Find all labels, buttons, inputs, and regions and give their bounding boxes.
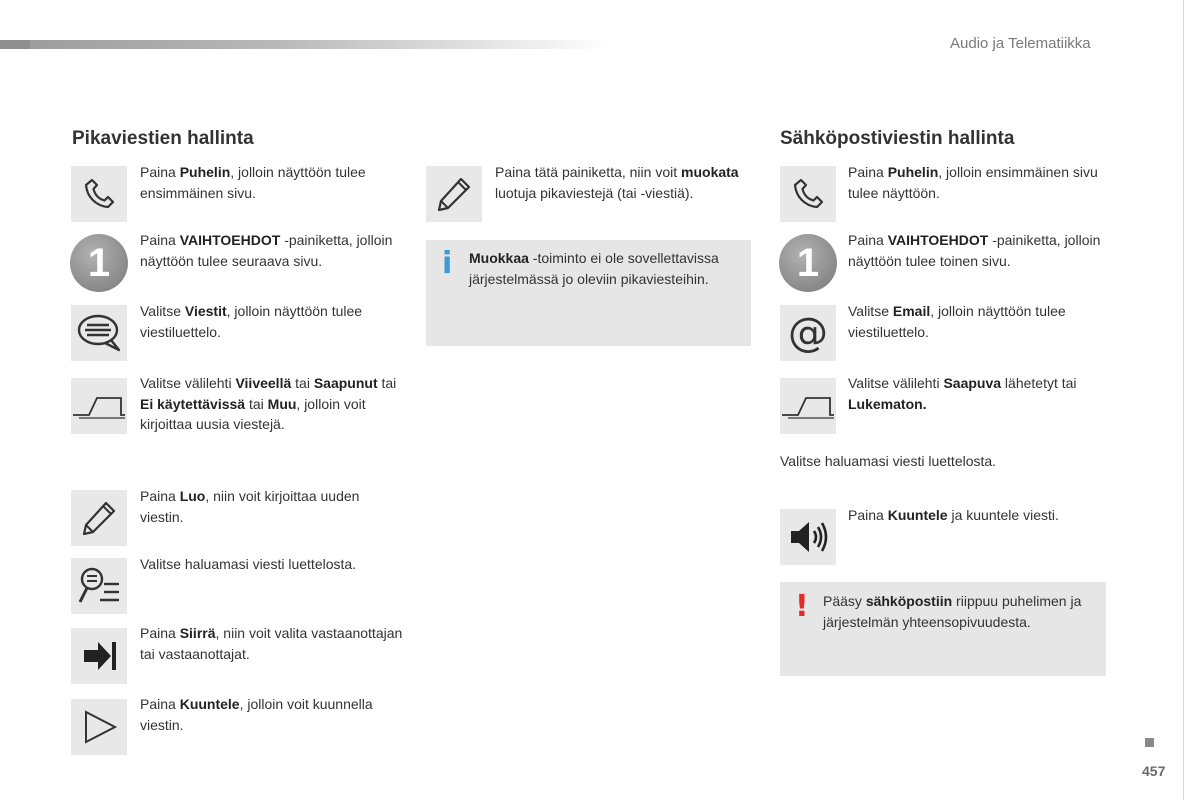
pencil-icon bbox=[426, 166, 482, 222]
messages-icon bbox=[71, 305, 127, 361]
step-text: Valitse Email, jolloin näyttöön tulee viestiluettelo. bbox=[848, 303, 1066, 340]
tab-icon bbox=[780, 378, 836, 434]
svg-text:@: @ bbox=[788, 310, 828, 356]
number-1-badge: 1 bbox=[70, 234, 128, 292]
forward-icon bbox=[71, 628, 127, 684]
phone-icon bbox=[71, 166, 127, 222]
info-icon: i bbox=[442, 246, 453, 281]
step-text: Valitse haluamasi viesti luettelosta. bbox=[140, 556, 357, 572]
step-text: Valitse välilehti Viiveellä tai Saapunut tai Ei käytettävissä tai Muu, jolloin voit kirjoittaa uusia viestejä. bbox=[140, 375, 397, 432]
warning-note bbox=[780, 582, 1106, 676]
at-icon bbox=[780, 305, 836, 361]
message-list-icon bbox=[71, 558, 127, 614]
section-title: Audio ja Telematiikka bbox=[950, 35, 1091, 52]
page-number: 457 bbox=[1142, 763, 1166, 779]
phone-icon bbox=[780, 166, 836, 222]
note-text: Muokkaa -toiminto ei ole sovellettavissa järjestelmässä jo oleviin pikaviesteihin. bbox=[469, 250, 719, 287]
step-text: Paina VAIHTOEHDOT -painiketta, jolloin näyttöön tulee toinen sivu. bbox=[848, 232, 1101, 269]
pencil-icon bbox=[71, 490, 127, 546]
step-text: Paina VAIHTOEHDOT -painiketta, jolloin näyttöön tulee seuraava sivu. bbox=[140, 232, 393, 269]
tab-icon bbox=[71, 378, 127, 434]
play-icon bbox=[71, 699, 127, 755]
heading-email: Sähköpostiviestin hallinta bbox=[780, 128, 1015, 149]
page-marker bbox=[1145, 738, 1154, 747]
step-text: Paina Siirrä, niin voit valita vastaanottajan tai vastaanottajat. bbox=[140, 625, 403, 662]
number-1-badge: 1 bbox=[779, 234, 837, 292]
step-text: Paina Luo, niin voit kirjoittaa uuden viestin. bbox=[140, 488, 360, 525]
step-text: Paina Puhelin, jolloin näyttöön tulee ensimmäinen sivu. bbox=[140, 164, 366, 201]
speaker-icon bbox=[780, 509, 836, 565]
header-bar bbox=[0, 40, 610, 49]
step-text: Paina Puhelin, jolloin ensimmäinen sivu tulee näyttöön. bbox=[848, 164, 1098, 201]
warning-icon: ! bbox=[795, 589, 809, 624]
heading-quick-messages: Pikaviestien hallinta bbox=[72, 128, 254, 149]
step-text: Valitse Viestit, jolloin näyttöön tulee viestiluettelo. bbox=[140, 303, 363, 340]
step-text: Paina Kuuntele ja kuuntele viesti. bbox=[848, 507, 1059, 523]
page-edge-line bbox=[1183, 0, 1184, 800]
step-text: Paina tätä painiketta, niin voit muokata luotuja pikaviestejä (tai -viestiä). bbox=[495, 164, 739, 201]
info-note bbox=[426, 240, 751, 346]
plain-text: Valitse haluamasi viesti luettelosta. bbox=[780, 453, 997, 469]
note-text: Pääsy sähköpostiin riippuu puhelimen ja järjestelmän yhteensopivuudesta. bbox=[823, 593, 1082, 630]
step-text: Paina Kuuntele, jolloin voit kuunnella viestin. bbox=[140, 696, 373, 733]
step-text: Valitse välilehti Saapuva lähetetyt tai Lukematon. bbox=[848, 375, 1077, 412]
